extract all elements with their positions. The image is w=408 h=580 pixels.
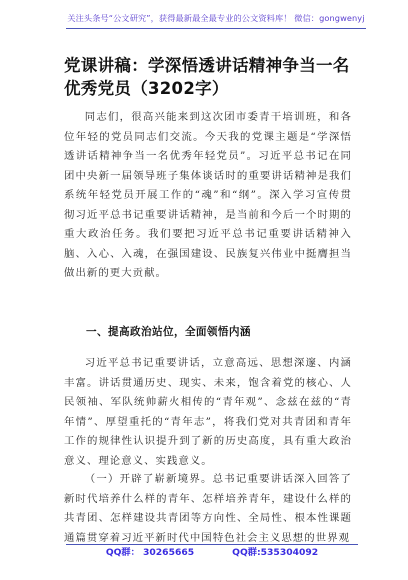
paragraph-3: [64, 470, 352, 548]
paragraph-3-text: （一）开辟了崭新境界。总书记重要讲话深入回答了新时代培养什么样的青年、怎样培养青年，建设什么样的共青团、怎样建设共青团等方向性、全局性、根本性课题通篇贯穿着习近平新时代中国特色社会主义思想的世界观: [64, 473, 352, 544]
paragraph-1: [64, 108, 352, 284]
footer-qq-group-1: QQ群： 30265665: [105, 547, 195, 558]
paragraph-2-text: 习近平总书记重要讲话，立意高远、思想深邃、内涵丰富。讲话贯通历史、现实、未来，饱含着党的核心、人民领袖、军队统帅薪火相传的“青年观”、念兹在兹的“青年情”、厚望重托的“青年志”，将我们党对共青团和青年工作的规律性认识提升到了新的历史高度，具有重大政治意义、理论意义、实践意义。: [64, 357, 352, 467]
page-footer: [66, 544, 358, 563]
paragraph-2: [64, 354, 352, 471]
paragraph-1-text: 同志们，很高兴能来到这次团市委青干培训班，和各位年轻的党员同志们交流。今天我的党课主题是“学深悟透讲话精神争当一名优秀年轻党员”。习近平总书记在同团中央新一届领导班子集体谈话时的重要讲话精神是我们系统年轻党员开展工作的“魂”和“纲”。深入学习宣传贯彻习近平总书记重要讲话精神，是当前和今后一个时期的重大政治任务。我们要把习近平总书记重要讲话精神入脑、入心、入魂，在强国建设、民族复兴伟业中挺膺担当做出新的更大贡献。: [64, 111, 352, 279]
page-header: [66, 10, 366, 29]
section-heading: 一、提高政治站位，全面领悟内涵: [86, 326, 251, 338]
page-title: 党课讲稿：学深悟透讲话精神争当一名优秀党员（3202字）: [64, 56, 350, 98]
header-text: 关注头条号“公文研究”，获得最新最全最专业的公文资料库！ 微信：gongwenyj: [67, 13, 365, 23]
footer-qq-group-2: QQ群:535304092: [232, 547, 319, 558]
